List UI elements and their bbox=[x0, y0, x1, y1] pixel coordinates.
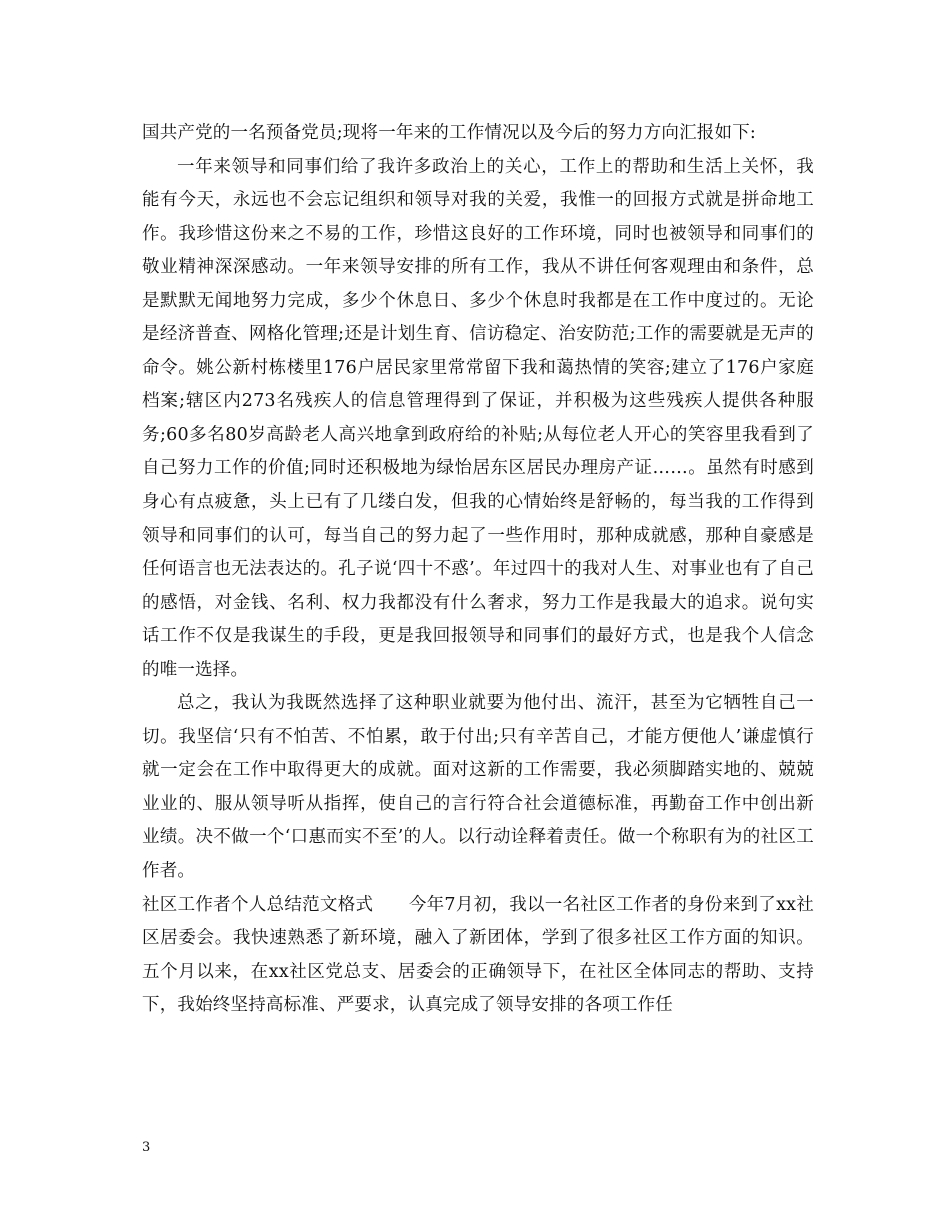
paragraph-1: 国共产党的一名预备党员;现将一年来的工作情况以及今后的努力方向汇报如下: bbox=[142, 123, 756, 143]
paragraph-4: 社区工作者个人总结范文格式 今年7月初，我以一名社区工作者的身份来到了xx社区居委会。我快速熟悉了新环境，融入了新团体，学到了很多社区工作方面的知识。五个月以来，在xx社区党总支、居委会的正确领导下，在社区全体同志的帮助、支持下，我始终坚持高标准、严要求，认真完成了领导安排的各项工作任 bbox=[142, 894, 814, 1016]
paragraph-3: 总之，我认为我既然选择了这种职业就要为他付出、流汗，甚至为它牺牲自己一切。我坚信‘只有不怕苦、不怕累，敢于付出;只有辛苦自己，才能方便他人’谦虚慎行就一定会在工作中取得更大的成就。面对这新的工作需要，我必须脚踏实地的、兢兢业业的、服从领导听从指挥，使自己的言行符合社会道德标准，再勤奋工作中创出新业绩。决不做一个‘口惠而实不至’的人。以行动诠释着责任。做一个称职有为的社区工作者。 bbox=[142, 693, 814, 882]
page-number: 3 bbox=[142, 1140, 151, 1155]
paragraph-2: 一年来领导和同事们给了我许多政治上的关心，工作上的帮助和生活上关怀，我能有今天，永远也不会忘记组织和领导对我的关爱，我惟一的回报方式就是拼命地工作。我珍惜这份来之不易的工作，珍惜这良好的工作环境，同时也被领导和同事们的敬业精神深深感动。一年来领导安排的所有工作，我从不讲任何客观理由和条件，总是默默无闻地努力完成，多少个休息日、多少个休息时我都是在工作中度过的。无论是经济普查、网格化管理;还是计划生育、信访稳定、治安防范;工作的需要就是无声的命令。姚公新村栋楼里176户居民家里常常留下我和蔼热情的笑容;建立了176户家庭档案;辖区内273名残疾人的信息管理得到了保证，并积极为这些残疾人提供各种服务;60多名80岁高龄老人高兴地拿到政府给的补贴;从每位老人开心的笑容里我看到了自己努力工作的价值;同时还积极地为绿怡居东区居民办理房产证……。虽然有时感到身心有点疲惫，头上已有了几缕白发，但我的心情始终是舒畅的，每当我的工作得到领导和同事们的认可，每当自己的努力起了一些作用时，那种成就感，那种自豪感是任何语言也无法表达的。孔子说‘四十不惑’。年过四十的我对人生、对事业也有了自己的感悟，对金钱、名利、权力我都没有什么奢求，努力工作是我最大的追求。说句实话工作不仅是我谋生的手段，更是我回报领导和同事们的最好方式，也是我个人信念的唯一选择。 bbox=[142, 156, 814, 680]
body-text bbox=[142, 117, 814, 1023]
